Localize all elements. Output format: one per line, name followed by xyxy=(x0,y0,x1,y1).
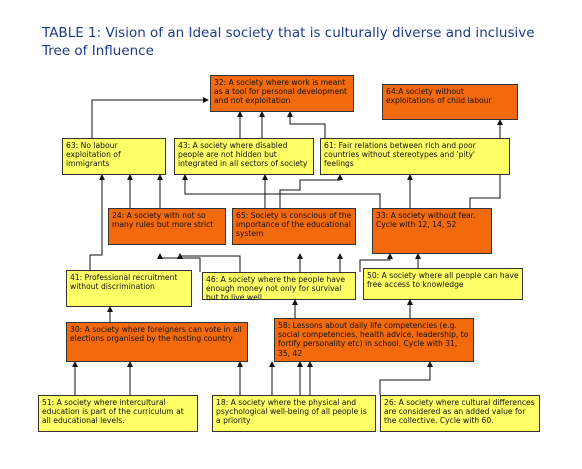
node-46: 46: A society where the people have enough money not only for survival but to live well xyxy=(202,272,356,300)
node-26: 26: A society where cultural differences are considered as an added value for the collective. Cycle with 60. xyxy=(380,395,540,432)
node-18: 18: A society where the physical and psychological well-being of all people is a priority xyxy=(212,395,376,432)
arrow xyxy=(280,175,340,208)
node-61: 61: Fair relations between rich and poor countries without stereotypes and 'pity' feelings xyxy=(320,138,510,175)
arrow xyxy=(92,100,208,138)
arrow xyxy=(380,362,430,395)
node-50: 50: A society where all people can have free access to knowledge xyxy=(363,268,523,300)
arrow xyxy=(185,175,380,208)
node-65: 65: Society is conscious of the importance of the educational system xyxy=(232,208,356,245)
node-63: 63: No labour exploitation of immigrants xyxy=(62,138,166,175)
node-32: 32: A society where work is meant as a tool for personal development and not exploitation xyxy=(210,75,354,112)
node-24: 24: A society with not so many rules but more strict xyxy=(108,208,226,245)
arrow xyxy=(290,112,325,138)
node-41: 41: Professional recruitment without discrimination xyxy=(66,270,192,307)
node-43: 43: A society where disabled people are not hidden but integrated in all sectors of society xyxy=(174,138,314,175)
node-51: 51: A society where intercultural education is part of the curriculum at all educational levels. xyxy=(38,395,198,432)
node-33: 33: A society without fear. Cycle with 12, 14, 52 xyxy=(372,208,492,254)
node-58: 58: Lessons about daily life competencies (e.g. social competencies, health advice, leadership, to fortify personality etc) in school. Cycle with 31, 35, 42 xyxy=(274,318,474,362)
node-64: 64:A society without exploitations of child labour xyxy=(382,84,518,120)
diagram-title: TABLE 1: Vision of an Ideal society that is culturally diverse and inclusive Tree of Influence xyxy=(42,25,535,59)
node-30: 30: A society where foreigners can vote in all elections organised by the hosting country xyxy=(66,322,248,362)
arrow xyxy=(90,175,102,270)
